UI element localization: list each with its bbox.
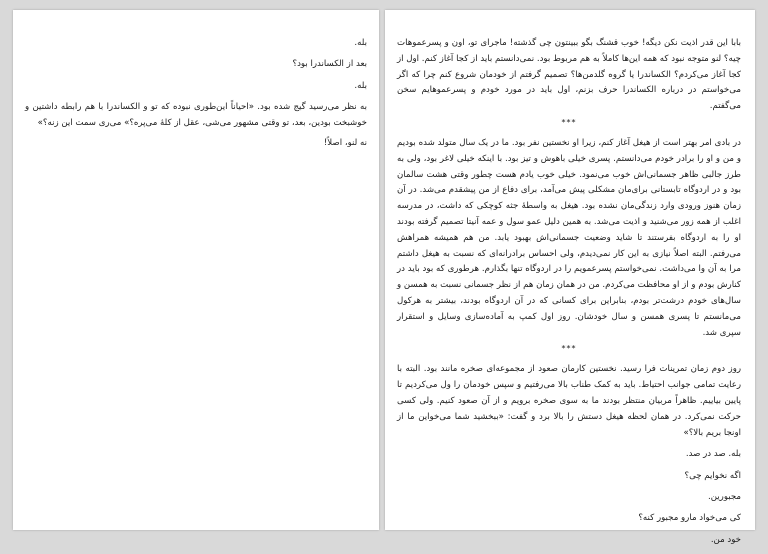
paragraph: در بادی امر بهتر است از هیغل آغاز کنم، زیرا او نخستین نفر بود. ما در یک سال متولد شده بودیم و من و او را برادر خودم می‌دانستم. پسری خیلی باهوش و تیز بود. با اینکه خیلی لاغر بود، ولی به طرز جالبی ظاهر جسمانی‌اش خوب می‌نمود. خیلی خوب یادم هست چطور وقتی هشت سالمان بود و در اردوگاه تابستانی برای‌مان مشکلی پیش می‌آمد، برای دفاع از من پیشقدم می‌شد. در آن زمان هنوز ورودی وارد زندگی‌مان نشده بود. هیغل به واسطهٔ جثه کوچکی که داشت، در مدرسه اغلب از همه زور می‌شنید و اذیت می‌شد. به همین دلیل عمو سول و عمه آنیتا تصمیم گرفته بودند او را به اردوگاه بفرستند تا شاید وضعیت جسمانی‌اش بهبود یابد. من هم همیشه همراهش می‌رفتم. البته اصلاً نیازی به این کار نمی‌دیدم، ولی احساس برادرانه‌ای که نسبت به هیغل داشتم مرا به آن وا می‌داشت. نمی‌خواستم پسرعمویم را در اردوگاه تنها بگذارم. هرطوری که بود باید در کنارش بودم و از او محافظت می‌کردم. من در همان زمان هم از نظر جسمانی نسبت به همسن و سال‌های خودم درشت‌تر بودم، بنابراین برای کسانی که در آن اردوگاه بودند، بیشتر به هرکول می‌مانستم تا پسری همسن و سال خودشان. روز اول کمپ به آماده‌سازی وسایل و استقرار سپری شد. (397, 137, 741, 338)
page-content-right (397, 36, 741, 554)
dialog-line: بله. (354, 38, 367, 48)
section-separator: *** (561, 117, 577, 127)
dialog-line: بله. صد در صد. (685, 449, 741, 460)
dialog-line: کی می‌خواد مارو مجبور کنه؟ (638, 513, 741, 524)
dialog-line: بعد از الکساندرا بود؟ (292, 59, 367, 70)
dialog-line: نه لنو، اصلاً! (323, 138, 367, 149)
dialog-line: اگه نخوایم چی؟ (684, 470, 741, 481)
document-page-right (385, 10, 755, 545)
dialog-line: بله. (354, 80, 367, 91)
dialog-line: خود من. (710, 534, 741, 545)
paragraph: بابا این قدر اذیت نکن دیگه! خوب قشنگ بگو ببینتون چی گذشته! ماجرای تو، اون و پسرعموهات چیه؟ لنو متوجه نبود که همه این‌ها کاملاً به هم مربوط بود. نمی‌دانستم باید از کجا آغاز کنم. اول از کجا آغاز می‌کردم؟ الکساندرا یا گروه گلدمن‌ها؟ تصمیم گرفتم از خودمان شروع کنم چرا که اگر می‌خواستم در درباره الکساندرا حرف بزنم، اول باید در مورد خودم و پسرعموهایم سخن می‌گفتم. (397, 38, 741, 112)
page-content-left (25, 36, 367, 158)
document-page-left (13, 10, 379, 530)
dialog-line: مجبورین. (708, 491, 741, 502)
paragraph: روز دوم زمان تمرینات فرا رسید. نخستین کارمان صعود از مجموعه‌ای صخره مانند بود. البته با رعایت تمامی جوانب احتیاط. باید به کمک طناب بالا می‌رفتیم و سپس خودمان را ول می‌کردیم تا پایین بیاییم. ظاهراً مربیان منتظر بودند ما به سوی صخره برویم و از آن صعود کنیم. ولی کسی حرکت نمی‌کرد. در همان لحظه هیغل دستش را بالا برد و گفت: «ببخشید شما می‌خواین ما از اونجا بریم بالا؟» (397, 364, 741, 438)
paragraph: به نظر می‌رسید گیج شده بود. «احیاناً این‌طوری نبوده که تو و الکساندرا با هم رابطه داشتین و خوشبخت بودین، بعد، تو وقتی مشهور می‌شی، عقل از کلهٔ می‌پره؟» می‌ری سمت این زنه؟» (25, 101, 367, 128)
section-separator: *** (561, 344, 577, 354)
